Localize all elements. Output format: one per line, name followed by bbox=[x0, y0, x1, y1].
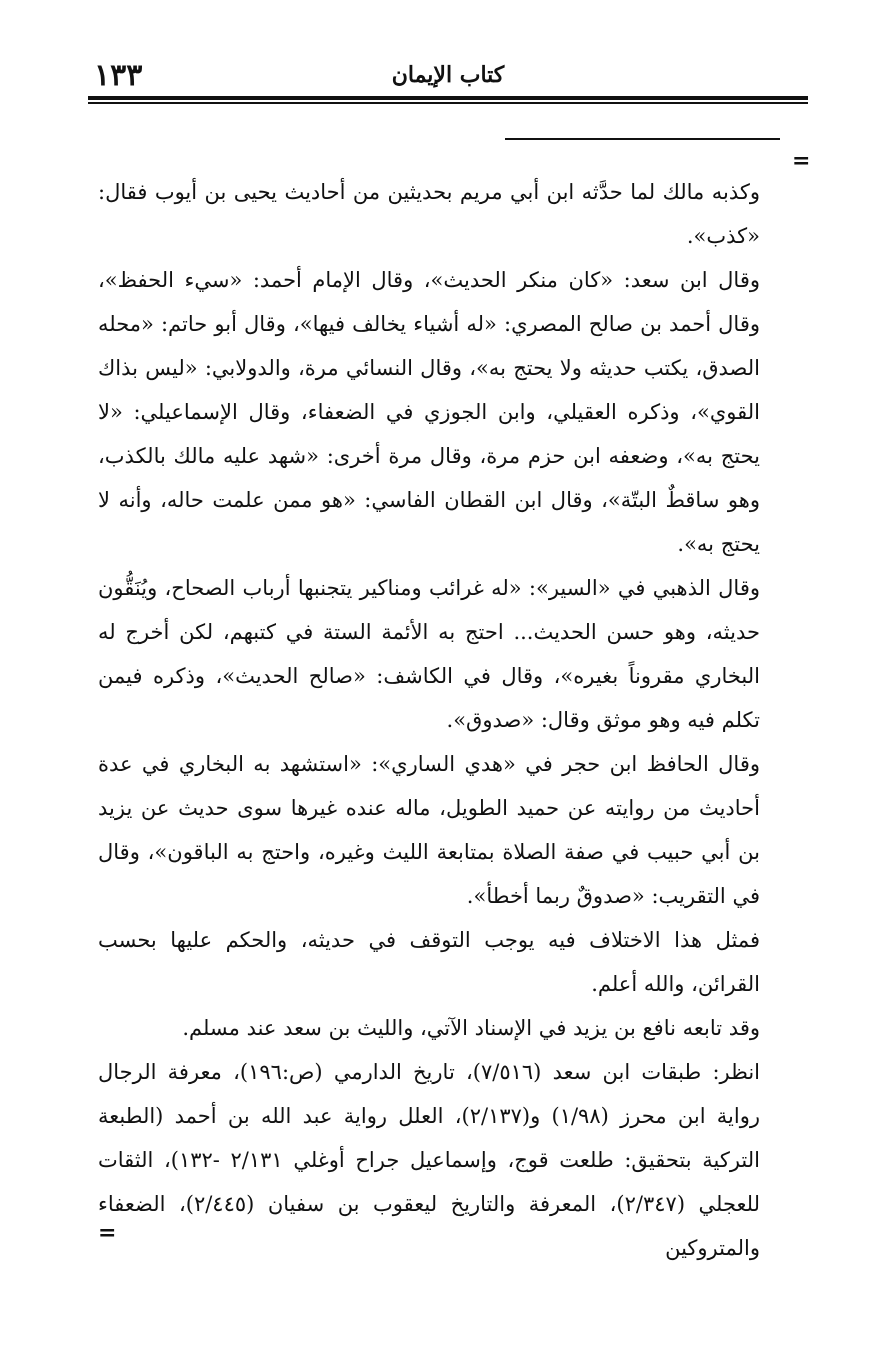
paragraph: وقال الحافظ ابن حجر في «هدي الساري»: «استشهد به البخاري في عدة أحاديث من روايته عن حميد الطويل، ماله عنده غيرها سوى حديث عن يزيد بن أبي حبيب في صفة الصلاة بمتابعة الليث وغيره، واحتج به الباقون»، وقال في التقريب: «صدوقٌ ربما أخطأ». bbox=[98, 752, 760, 908]
header-rule-thick bbox=[88, 96, 808, 100]
continuation-mark-top: = bbox=[792, 148, 811, 174]
body-text bbox=[98, 170, 760, 1270]
paragraph: فمثل هذا الاختلاف فيه يوجب التوقف في حديثه، والحكم عليها بحسب القرائن، والله أعلم. bbox=[98, 928, 760, 996]
paragraph: وكذبه مالك لما حدَّثه ابن أبي مريم بحديثين من أحاديث يحيى بن أيوب فقال: «كذب». bbox=[98, 180, 760, 248]
continuation-mark-bottom: = bbox=[98, 1220, 117, 1246]
paragraph: وقال الذهبي في «السير»: «له غرائب ومناكير يتجنبها أرباب الصحاح، ويُنَقُّون حديثه، وهو حسن الحديث... احتج به الأئمة الستة في كتبهم، لكن أخرج له البخاري مقروناً بغيره»، وقال في الكاشف: «صالح الحديث»، وذكره فيمن تكلم فيه وهو موثق وقال: «صدوق». bbox=[98, 576, 760, 732]
paragraph: انظر: طبقات ابن سعد (٧/٥١٦)، تاريخ الدارمي (ص:١٩٦)، معرفة الرجال رواية ابن محرز (١/٩٨) و(٢/١٣٧)، العلل رواية عبد الله بن أحمد (الطبعة التركية بتحقيق: طلعت قوج، وإسماعيل جراح أوغلي ٢/١٣١ -١٣٢)، الثقات للعجلي (٢/٣٤٧)، المعرفة والتاريخ ليعقوب بن سفيان (٢/٤٤٥)، الضعفاء والمتروكين bbox=[98, 1060, 761, 1260]
page-header bbox=[88, 56, 808, 96]
header-rule-thin bbox=[88, 102, 808, 104]
page-number: ١٣٣ bbox=[94, 58, 143, 93]
paragraph: وقد تابعه نافع بن يزيد في الإسناد الآتي، والليث بن سعد عند مسلم. bbox=[182, 1016, 760, 1040]
footnote-separator bbox=[505, 138, 780, 140]
paragraph: وقال ابن سعد: «كان منكر الحديث»، وقال الإمام أحمد: «سيء الحفظ»، وقال أحمد بن صالح المصري: «له أشياء يخالف فيها»، وقال أبو حاتم: «محله الصدق، يكتب حديثه ولا يحتج به»، وقال النسائي مرة، والدولابي: «ليس بذاك القوي»، وذكره العقيلي، وابن الجوزي في الضعفاء، وقال الإسماعيلي: «لا يحتج به»، وضعفه ابن حزم مرة، وقال مرة أخرى: «شهد عليه مالك بالكذب، وهو ساقطٌ البتّة»، وقال ابن القطان الفاسي: «هو ممن علمت حاله، وأنه لا يحتج به». bbox=[98, 268, 760, 556]
running-title: كتاب الإيمان bbox=[391, 62, 505, 88]
